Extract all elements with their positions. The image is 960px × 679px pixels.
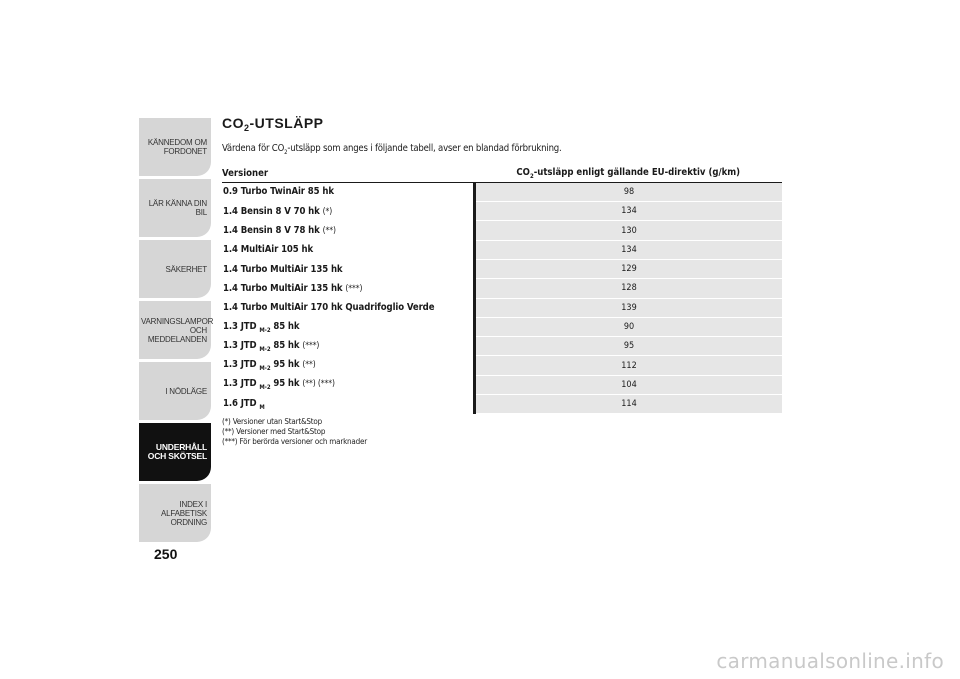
version-name: 1.3 JTD — [223, 359, 257, 371]
header-version: Versioner — [222, 164, 475, 182]
emission-value: 95 — [475, 337, 783, 356]
page-number: 250 — [154, 546, 178, 562]
table-row — [222, 182, 782, 201]
sidebar-tab[interactable] — [139, 179, 211, 237]
watermark: carmanualsonline.info — [716, 649, 944, 673]
version-cell — [222, 240, 475, 259]
table-row — [222, 395, 782, 414]
version-cell — [222, 182, 475, 201]
version-name: 1.4 Turbo MultiAir 170 hk Quadrifoglio Verde — [223, 302, 435, 314]
sidebar — [139, 118, 214, 545]
sidebar-tab-label: KÄNNEDOM OM FORDONET — [147, 138, 207, 156]
emission-value: 112 — [475, 356, 783, 375]
version-note: (**) — [322, 226, 336, 237]
footnote: (**) Versioner med Start&Stop — [222, 427, 326, 437]
version-cell — [222, 202, 475, 221]
table-row — [222, 202, 782, 221]
version-cell — [222, 259, 475, 278]
version-name: 1.3 JTD — [223, 339, 257, 351]
version-cell — [222, 356, 475, 375]
sidebar-tab-label: UNDERHÅLL OCH SKÖTSEL — [147, 442, 207, 461]
version-cell — [222, 221, 475, 240]
version-name: 1.4 Turbo MultiAir 135 hk — [223, 263, 343, 275]
table-row — [222, 259, 782, 278]
table-row — [222, 240, 782, 259]
version-cell — [222, 337, 475, 356]
version-power: 95 hk — [273, 378, 300, 390]
sidebar-tab[interactable] — [139, 423, 211, 481]
table-row — [222, 375, 782, 394]
table-row — [222, 356, 782, 375]
version-name: 1.3 JTD — [223, 320, 257, 332]
version-cell — [222, 298, 475, 317]
sidebar-tab[interactable] — [139, 301, 214, 359]
version-note: (**) — [302, 360, 316, 371]
footnote: (*) Versioner utan Start&Stop — [222, 417, 322, 427]
table-row — [222, 221, 782, 240]
intro-text: Värdena för $CO_2$-utsläpp som anges i följande tabell, avser en blandad förbrukning. — [222, 143, 562, 156]
version-subscript: M-2 — [259, 384, 271, 392]
version-name: 1.4 Bensin 8 V 70 hk — [223, 205, 320, 217]
footnotes — [222, 417, 782, 447]
version-subscript: M-2 — [259, 326, 271, 334]
version-subscript: M-2 — [259, 345, 271, 353]
version-power: 95 hk — [273, 359, 300, 371]
version-cell — [222, 279, 475, 298]
sidebar-tab-label: LÄR KÄNNA DIN BIL — [148, 199, 207, 217]
emission-value: 134 — [475, 240, 783, 259]
version-note: (*) — [322, 206, 333, 217]
version-cell — [222, 395, 475, 414]
emission-value: 139 — [475, 298, 783, 317]
sidebar-tab-label: SÄKERHET — [165, 264, 207, 274]
table-row — [222, 279, 782, 298]
version-cell — [222, 317, 475, 336]
emission-value: 129 — [475, 259, 783, 278]
version-power: 85 hk — [273, 339, 300, 351]
sidebar-tab[interactable] — [139, 118, 211, 176]
version-note: (**) (***) — [302, 379, 335, 390]
sidebar-tab[interactable] — [139, 484, 211, 542]
sidebar-tab-label: VARNINGSLAMPOR OCH MEDDELANDEN — [141, 316, 214, 344]
version-name: 1.6 JTD — [223, 397, 257, 409]
version-name: 1.4 Bensin 8 V 78 hk — [223, 225, 320, 237]
sidebar-tab-label: INDEX I ALFABETISK ORDNING — [160, 499, 207, 527]
version-power: 85 hk — [273, 320, 300, 332]
emissions-table — [222, 164, 782, 414]
emission-value: 128 — [475, 279, 783, 298]
header-value: $CO_2$-utsläpp enligt gällande EU-direktiv (g/km) — [475, 164, 783, 182]
sidebar-tab-label: I NÖDLÄGE — [165, 386, 207, 396]
emission-value: 134 — [475, 202, 783, 221]
version-subscript: M-2 — [259, 365, 271, 373]
emission-value: 98 — [475, 182, 783, 201]
footnote: (***) För berörda versioner och marknader — [222, 437, 367, 447]
table-row — [222, 337, 782, 356]
table-header-row — [222, 164, 782, 182]
sidebar-tab[interactable] — [139, 240, 211, 298]
version-name: 1.4 Turbo MultiAir 135 hk — [223, 282, 343, 294]
emission-value: 90 — [475, 317, 783, 336]
version-note: (***) — [302, 340, 320, 351]
sidebar-tab[interactable] — [139, 362, 211, 420]
page-title: $CO_2$-UTSLÄPP — [222, 115, 324, 133]
version-name: 1.4 MultiAir 105 hk — [223, 244, 314, 256]
version-cell — [222, 375, 475, 394]
emission-value: 104 — [475, 375, 783, 394]
version-name: 1.3 JTD — [223, 378, 257, 390]
main-content — [222, 114, 782, 447]
table-row — [222, 298, 782, 317]
version-subscript: M — [259, 403, 265, 411]
version-name: 0.9 Turbo TwinAir 85 hk — [223, 186, 334, 198]
version-note: (***) — [345, 283, 363, 294]
table-row — [222, 317, 782, 336]
emission-value: 114 — [475, 395, 783, 414]
emission-value: 130 — [475, 221, 783, 240]
